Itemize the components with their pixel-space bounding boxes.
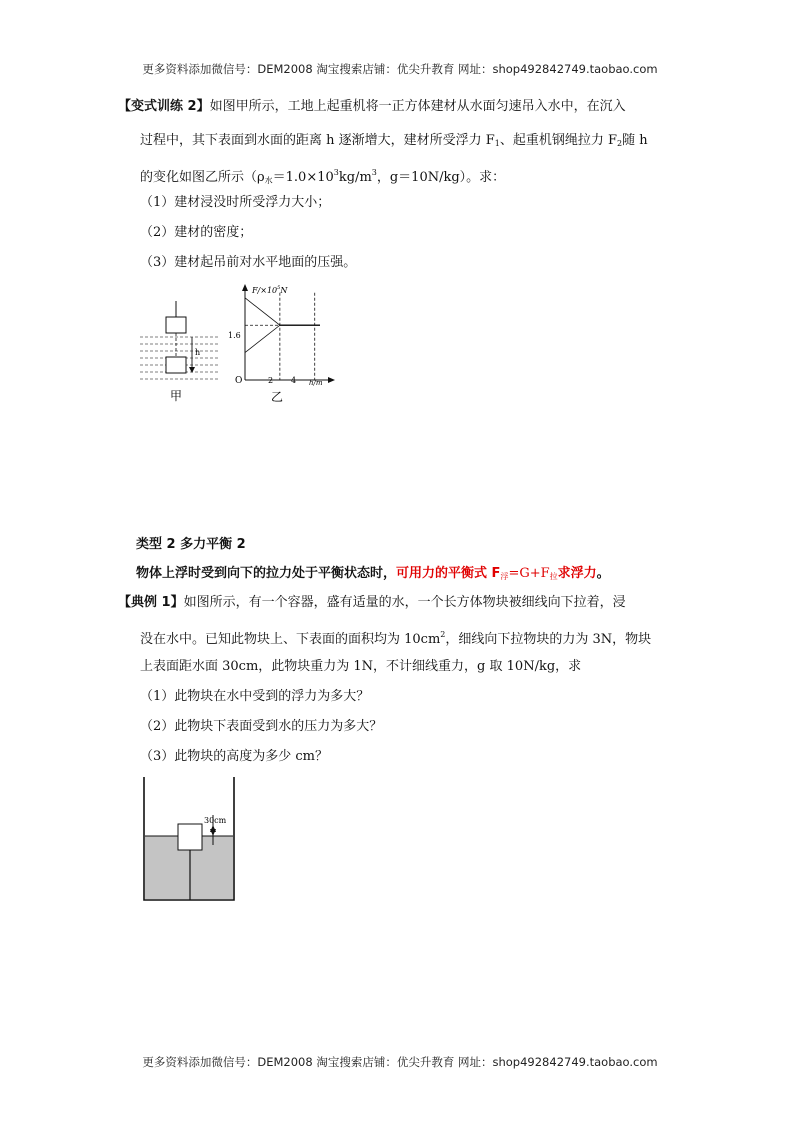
y-axis-label: $F/\times 10^5N$ — [252, 285, 288, 295]
figure-yi-label: 乙 — [271, 390, 284, 404]
problem1-line1 — [118, 98, 626, 116]
series-line-1 — [245, 298, 320, 325]
block — [178, 824, 202, 850]
figure-yi-chart — [225, 283, 345, 408]
problem1-question-1: （1）建材浸没时所受浮力大小； — [140, 195, 331, 210]
problem1-line3-c: kg/m — [338, 170, 372, 185]
problem1-line3 — [140, 164, 505, 190]
problem1-line3-b: ＝1.0×10 — [272, 170, 334, 185]
section-rule — [136, 565, 610, 586]
figure-jia — [135, 295, 235, 405]
container-figure — [140, 775, 240, 905]
x-tick-label-4: 4 — [291, 376, 297, 385]
problem2-question-3: （3）此物块的高度为多少 cm？ — [140, 749, 329, 764]
unit-superscript: 3 — [371, 168, 377, 177]
figure-jia-label: 甲 — [170, 389, 183, 403]
problem2-line1 — [118, 594, 626, 612]
problem1-line1-text: 如图甲所示，工地上起重机将一正方体建材从水面匀速吊入水中，在沉入 — [209, 99, 626, 114]
problem1-question-2: （2）建材的密度； — [140, 225, 253, 240]
problem2-line1-text: 如图所示，有一个容器，盛有适量的水，一个长方体物块被细线向下拉着，浸 — [183, 595, 626, 610]
problem2-line2 — [140, 626, 651, 649]
origin-label: O — [235, 376, 243, 386]
f1-subscript: 1 — [494, 139, 500, 148]
rule-red-a: 可用力的平衡式 F — [396, 566, 501, 581]
problem1-question-3: （3）建材起吊前对水平地面的压强。 — [140, 255, 357, 270]
series-line-2 — [245, 325, 320, 352]
rule-black-text: 物体上浮时受到向下的拉力处于平衡状态时， — [136, 566, 397, 581]
h-label: h — [195, 348, 201, 357]
rule-sub-fu: 浮 — [500, 572, 509, 581]
problem2-question-1: （1）此物块在水中受到的浮力为多大？ — [140, 689, 370, 704]
x-axis-label: h/m — [309, 379, 323, 387]
rho-subscript: 水 — [264, 176, 273, 185]
problem1-line3-d: ，g＝10N/kg）。求： — [376, 170, 506, 185]
problem1-line2-a: 过程中，其下表面到水面的距离 h 逐渐增大，建材所受浮力 F — [140, 133, 495, 148]
problem2-tag: 【典例 1】 — [118, 595, 184, 610]
problem1-line3-a: 的变化如图乙所示（ρ — [140, 170, 265, 185]
rule-sub-la: 拉 — [549, 572, 558, 581]
problem1-tag: 【变式训练 2】 — [118, 99, 210, 114]
problem2-line3: 上表面距水面 30cm，此物块重力为 1N，不计细线重力，g 取 10N/kg，求 — [140, 659, 582, 674]
exp-superscript: 3 — [333, 168, 339, 177]
y-tick-label: 1.6 — [228, 331, 241, 340]
page-header: 更多资料添加微信号：DEM2008 淘宝搜索店铺：优尖升教育 网址：shop492842749.taobao.com — [142, 62, 658, 76]
problem2-line2-a: 没在水中。已知此物块上、下表面的面积均为 10cm — [140, 632, 441, 647]
depth-label: 30cm — [204, 816, 227, 825]
problem2-line2-b: ，细线向下拉物块的力为 3N，物块 — [445, 632, 652, 647]
rule-red-b: =G+F — [508, 566, 550, 581]
page-footer: 更多资料添加微信号：DEM2008 淘宝搜索店铺：优尖升教育 网址：shop492842749.taobao.com — [142, 1055, 658, 1069]
f2-subscript: 2 — [617, 139, 623, 148]
problem2-question-2: （2）此物块下表面受到水的压力为多大？ — [140, 719, 383, 734]
rule-red-c: 求浮力 — [557, 566, 597, 581]
problem1-line2-c: 随 h — [622, 133, 648, 148]
section-title: 类型 2 多力平衡 2 — [136, 537, 246, 552]
problem1-line2 — [140, 132, 648, 153]
rule-end: 。 — [596, 566, 610, 581]
area-superscript: 2 — [440, 630, 446, 639]
x-tick-label-2: 2 — [268, 376, 274, 385]
problem1-line2-b: 、起重机钢绳拉力 F — [499, 133, 618, 148]
